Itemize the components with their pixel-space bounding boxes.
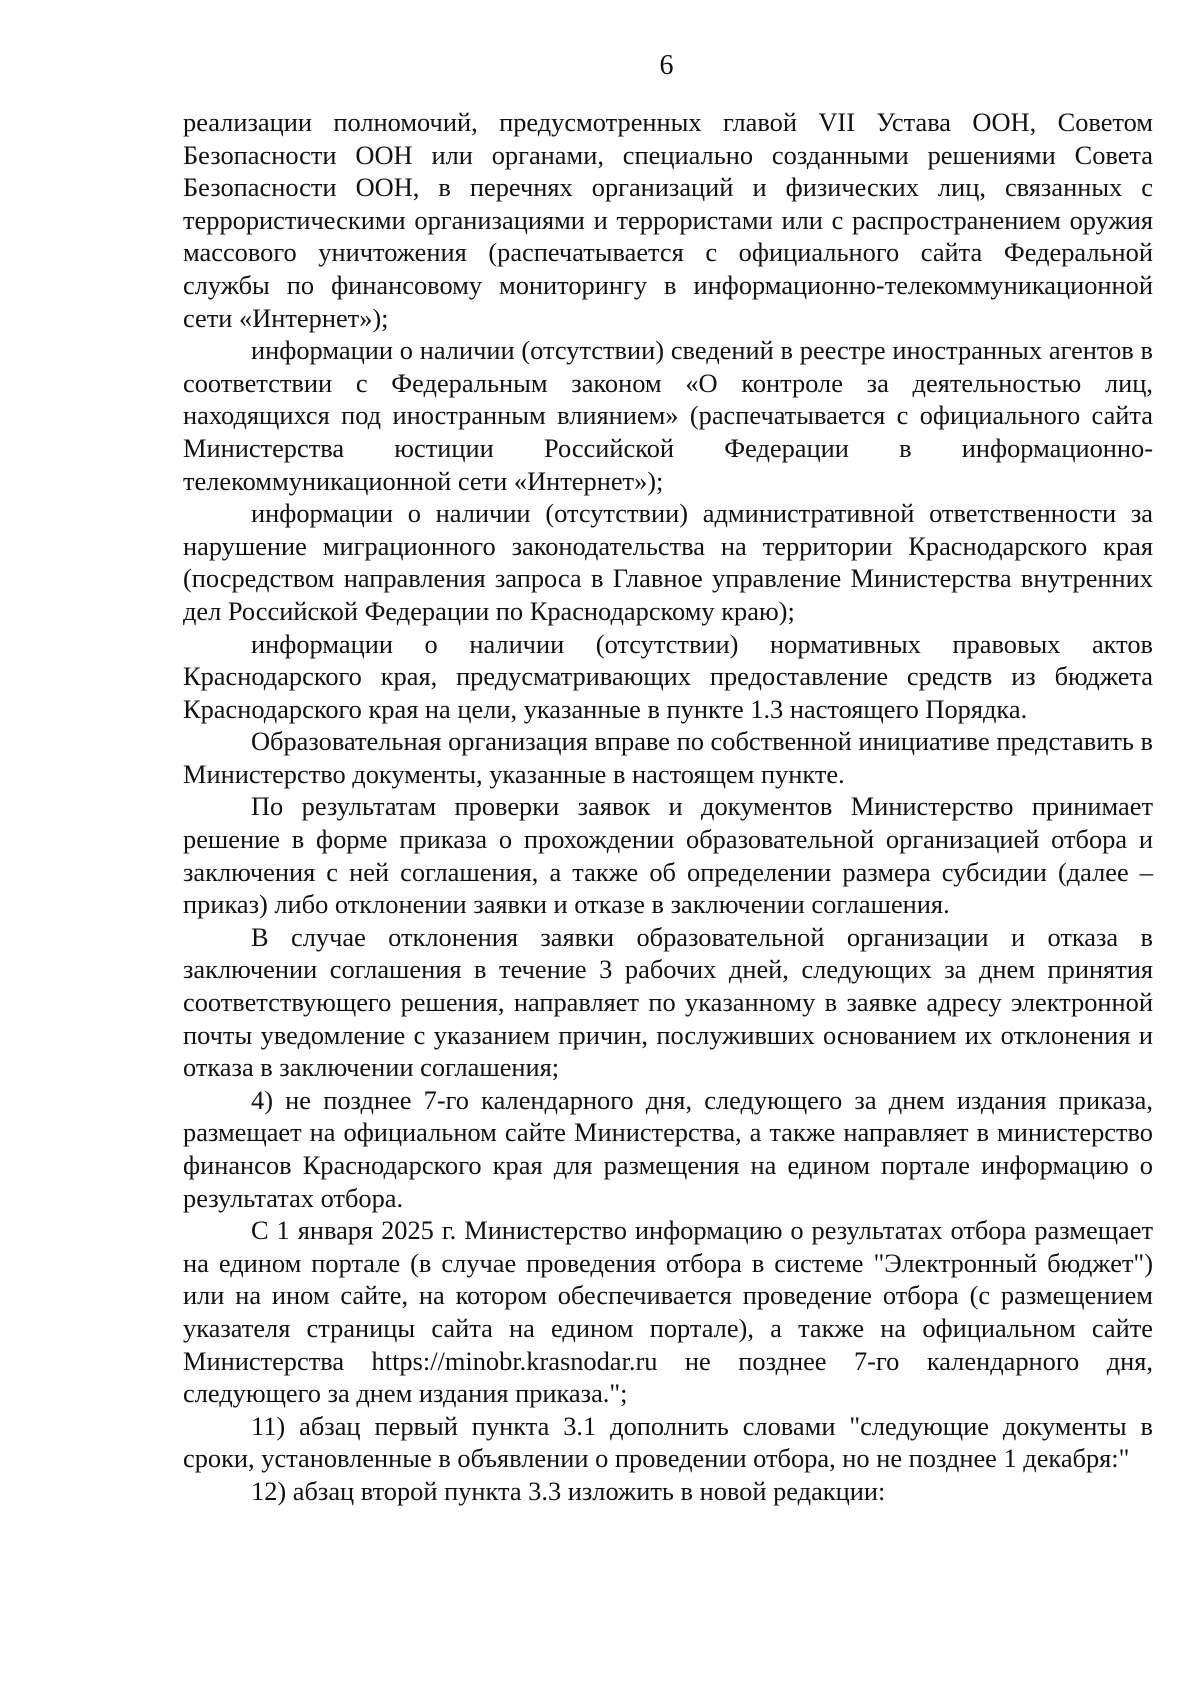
page-number: 6 xyxy=(659,50,674,81)
paragraph-own-initiative: Образовательная организация вправе по собственной инициативе представить в Министерство документы, указанные в настоящем пункте. xyxy=(183,726,1153,789)
document-body xyxy=(183,106,1153,1508)
paragraph-item-4: 4) не позднее 7-го календарного дня, следующего за днем издания приказа, размещает на официальном сайте Министерства, а также направляет в министерство финансов Краснодарского края для размещения на едином портале информацию о результатах отбора. xyxy=(183,1084,1153,1213)
paragraph-from-2025: С 1 января 2025 г. Министерство информацию о результатах отбора размещает на едином портале (в случае проведения отбора в системе "Электронный бюджет") или на ином сайте, на котором обеспечивается проведение отбора (с размещением указателя страницы сайта на едином портале), а также на официальном сайте Министерства https://minobr.krasnodar.ru не позднее 7-го календарного дня, следующего за днем издания приказа."; xyxy=(183,1215,1153,1409)
paragraph-foreign-agents-info: информации о наличии (отсутствии) сведений в реестре иностранных агентов в соответствии с Федеральным законом «О контроле за деятельностью лиц, находящихся под иностранным влиянием» (распечатывается с официального сайта Министерства юстиции Российской Федерации в информационно-телекоммуникационной сети «Интернет»); xyxy=(183,335,1153,496)
paragraph-rejection-notice: В случае отклонения заявки образовательной организации и отказа в заключении соглашения в течение 3 рабочих дней, следующих за днем принятия соответствующего решения, направляет по указанному в заявке адресу электронной почты уведомление с указанием причин, послуживших основанием их отклонения и отказа в заключении соглашения; xyxy=(183,921,1153,1083)
paragraph-migration-info: информации о наличии (отсутствии) административной ответственности за нарушение миграционного законодательства на территории Краснодарского края (посредством направления запроса в Главное управление Министерства внутренних дел Российской Федерации по Краснодарскому краю); xyxy=(183,498,1153,626)
paragraph-item-11: 11) абзац первый пункта 3.1 дополнить словами "следующие документы в сроки, установленные в объявлении о проведении отбора, но не позднее 1 декабря:" xyxy=(183,1410,1153,1474)
paragraph-review-results: По результатам проверки заявок и документов Министерство принимает решение в форме приказа о прохождении образовательной организацией отбора и заключения с ней соглашения, а также об определении размера субсидии (далее – приказ) либо отклонении заявки и отказе в заключении соглашения. xyxy=(183,791,1153,920)
paragraph-continuation: реализации полномочий, предусмотренных главой VII Устава ООН, Советом Безопасности ООН или органами, специально созданными решениями Совета Безопасности ООН, в перечнях организаций и физических лиц, связанных с террористическими организациями и террористами или с распространением оружия массового уничтожения (распечатывается с официального сайта Федеральной службы по финансовому мониторингу в информационно-телекоммуникационной сети «Интернет»); xyxy=(183,107,1153,333)
paragraph-item-12: 12) абзац второй пункта 3.3 изложить в новой редакции: xyxy=(251,1475,886,1506)
paragraph-normative-acts-info: информации о наличии (отсутствии) нормативных правовых актов Краснодарского края, предусматривающих предоставление средств из бюджета Краснодарского края на цели, указанные в пункте 1.3 настоящего Порядка. xyxy=(183,628,1153,724)
